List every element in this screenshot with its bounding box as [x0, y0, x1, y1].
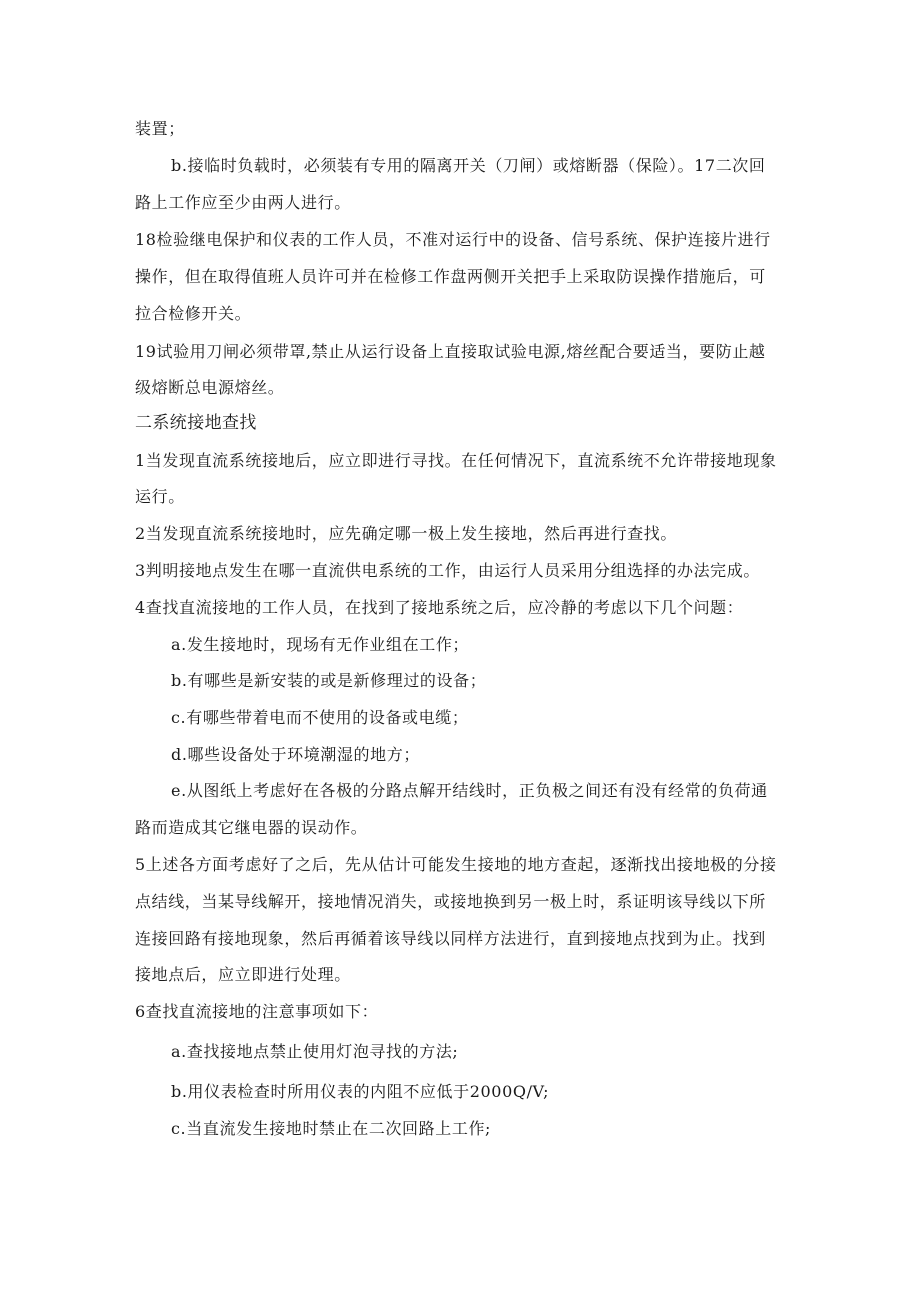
text-line-item-4d: d.哪些设备处于环境潮湿的地方； — [171, 745, 420, 764]
text-line-item-5-part2: 点结线，当某导线解开，接地情况消失，或接地换到另一极上时，系证明该导线以下所 — [135, 892, 766, 911]
text-line-item-4a: a.发生接地时，现场有无作业组在工作； — [171, 635, 470, 654]
text-line-item-4: 4查找直流接地的工作人员，在找到了接地系统之后，应冷静的考虑以下几个问题： — [135, 598, 744, 617]
text-line-item-2: 2当发现直流系统接地时，应先确定哪一极上发生接地，然后再进行查找。 — [135, 524, 677, 543]
text-line-item-18-part2: 操作，但在取得值班人员许可并在检修工作盘两侧开关把手上采取防误操作措施后，可 — [135, 267, 766, 286]
text-line-item-18-part3: 拉合检修开关。 — [135, 304, 252, 323]
text-line-item-5-part3: 连接回路有接地现象，然后再循着该导线以同样方法进行，直到接地点找到为止。找到 — [135, 929, 766, 948]
text-line-item-5-part4: 接地点后，应立即进行处理。 — [135, 965, 351, 984]
text-line-item-18-part1: 18检验继电保护和仪表的工作人员，不准对运行中的设备、信号系统、保护连接片进行 — [135, 230, 771, 249]
text-line-item-6a: a.查找接地点禁止使用灯泡寻找的方法; — [171, 1042, 459, 1061]
text-line-item-19-part1: 19试验用刀闸必须带罩,禁止从运行设备上直接取试验电源,熔丝配合要适当，要防止越 — [135, 342, 766, 361]
text-line-device-end: 装置； — [135, 119, 185, 138]
text-line-item-4e-part2: 路而造成其它继电器的误动作。 — [135, 818, 368, 837]
text-line-item-6: 6查找直流接地的注意事项如下： — [135, 1002, 379, 1021]
section-heading-ground-fault-search: 二系统接地查找 — [135, 413, 257, 433]
text-line-item-1-part2: 运行。 — [135, 487, 185, 506]
text-line-item-19-part2: 级熔断总电源熔丝。 — [135, 378, 285, 397]
text-line-item-4b: b.有哪些是新安装的或是新修理过的设备； — [171, 671, 487, 690]
text-line-item-b-temporary-load: b.接临时负载时，必须装有专用的隔离开关（刀闸）或熔断器（保险）。17二次回 — [171, 156, 766, 175]
text-line-item-6b: b.用仪表检查时所用仪表的内阻不应低于2000Q/V; — [171, 1082, 550, 1101]
text-line-item-6c: c.当直流发生接地时禁止在二次回路上工作; — [171, 1119, 492, 1138]
text-line-item-3: 3判明接地点发生在哪一直流供电系统的工作，由运行人员采用分组选择的办法完成。 — [135, 561, 760, 580]
text-line-item-4e-part1: e.从图纸上考虑好在各极的分路点解开结线时，正负极之间还有没有经常的负荷通 — [171, 781, 768, 800]
text-line-item-5-part1: 5上述各方面考虑好了之后，先从估计可能发生接地的地方查起，逐渐找出接地极的分接 — [135, 855, 777, 874]
text-line-item-1-part1: 1当发现直流系统接地后，应立即进行寻找。在任何情况下，直流系统不允许带接地现象 — [135, 451, 777, 470]
text-line-two-person-rule: 路上工作应至少由两人进行。 — [135, 193, 351, 212]
text-line-item-4c: c.有哪些带着电而不使用的设备或电缆； — [171, 708, 469, 727]
